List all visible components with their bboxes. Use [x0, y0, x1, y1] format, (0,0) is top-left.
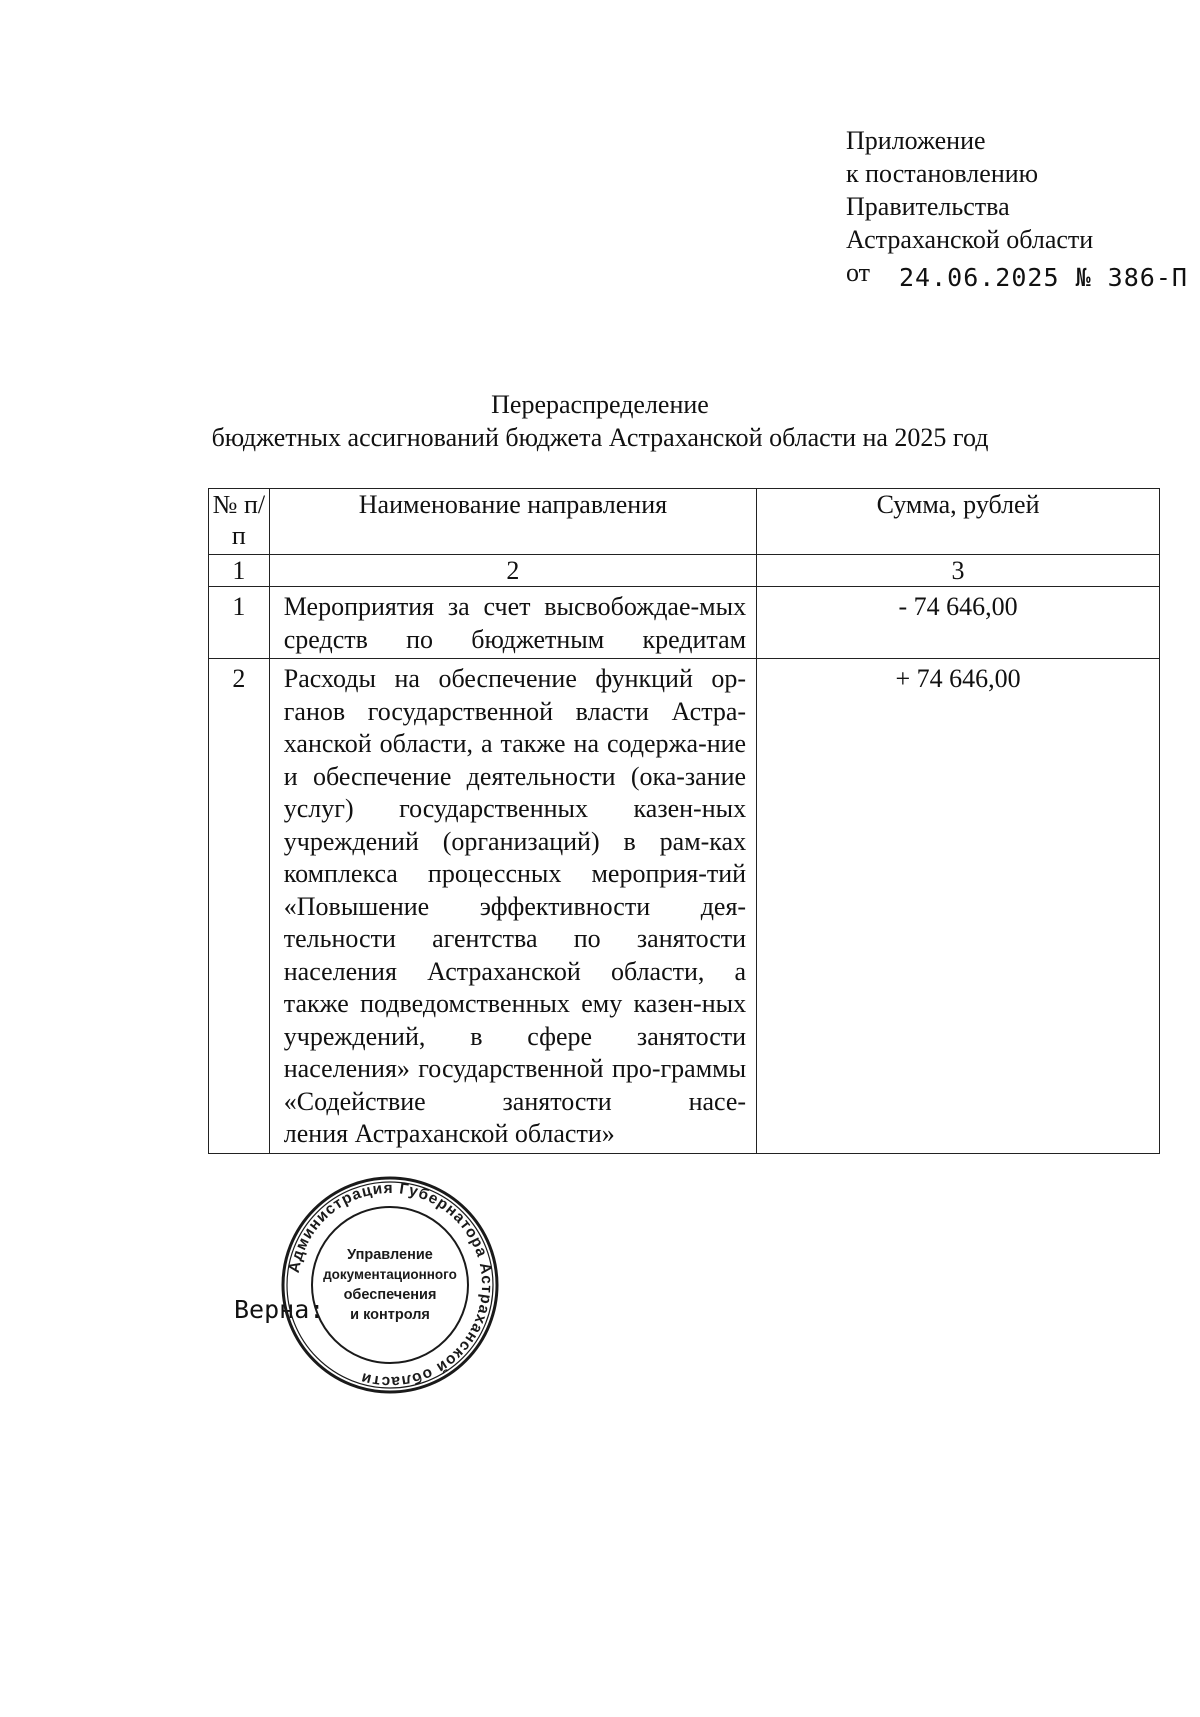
- row-name: Мероприятия за счет высвобождае-мых средств по бюджетным кредитам: [269, 587, 756, 659]
- reallocation-table: [208, 488, 1160, 1154]
- table-header-row: [209, 489, 1160, 555]
- column-index-1: 1: [209, 555, 270, 587]
- seal-outer-ring: [283, 1178, 497, 1392]
- column-index-3: 3: [757, 555, 1160, 587]
- row-name-last-line: ления Астраханской области»: [283, 1119, 615, 1148]
- appendix-line-2: к постановлению: [846, 159, 1039, 188]
- appendix-line-1: Приложение: [846, 126, 986, 155]
- title-line-2: бюджетных ассигнований бюджета Астраханской области на 2025 год: [211, 423, 989, 452]
- row-name: [269, 659, 756, 1154]
- row-number: 2: [209, 659, 270, 1154]
- seal-center-line-2: документационного: [323, 1267, 457, 1282]
- header-num: № п/п: [209, 489, 270, 555]
- column-index-row: [209, 555, 1160, 587]
- date-prefix: от: [846, 258, 871, 287]
- resolution-date-number: 24.06.2025 № 386-П: [899, 263, 1188, 292]
- seal-ring-text: Администрация Губернатора Астраханской области: [285, 1179, 496, 1391]
- row-sum: - 74 646,00: [757, 587, 1160, 659]
- column-index-2: 2: [269, 555, 756, 587]
- table-row: [209, 587, 1160, 659]
- seal-center-line-4: и контроля: [350, 1307, 430, 1323]
- resolution-date-line: [846, 256, 1188, 292]
- table-row: [209, 659, 1160, 1154]
- appendix-heading: [846, 124, 1188, 292]
- seal-center-line-3: обеспечения: [343, 1287, 437, 1303]
- row-name-text: Расходы на обеспечение функций ор-ганов государственной власти Астра-ханской области, а также на содержа-ние и обеспечение деятельности (ока-зание услуг) государственных казен-ных учреждений (организаций) в рам-ках комплекса процессных мероприя-тий «Повышение эффективности дея-тельности агентства по занятости населения Астраханской области, а также подведомственных ему казен-ных учреждений, в сфере занятости населения» государственной про-граммы «Содействие занятости насе-: [283, 664, 747, 1116]
- row-number: 1: [209, 587, 270, 659]
- certification-label: Верна:: [234, 1295, 325, 1324]
- document-title: [160, 388, 1040, 454]
- appendix-line-3: Правительства: [846, 192, 1010, 221]
- row-sum: + 74 646,00: [757, 659, 1160, 1154]
- header-name: Наименование направления: [269, 489, 756, 555]
- header-sum: Сумма, рублей: [757, 489, 1160, 555]
- title-line-1: Перераспределение: [491, 390, 709, 419]
- seal-center: [323, 1247, 457, 1323]
- appendix-line-4: Астраханской области: [846, 225, 1094, 254]
- official-seal: [280, 1175, 500, 1395]
- seal-inner-ring: [312, 1207, 468, 1363]
- seal-center-line-1: Управление: [347, 1247, 433, 1263]
